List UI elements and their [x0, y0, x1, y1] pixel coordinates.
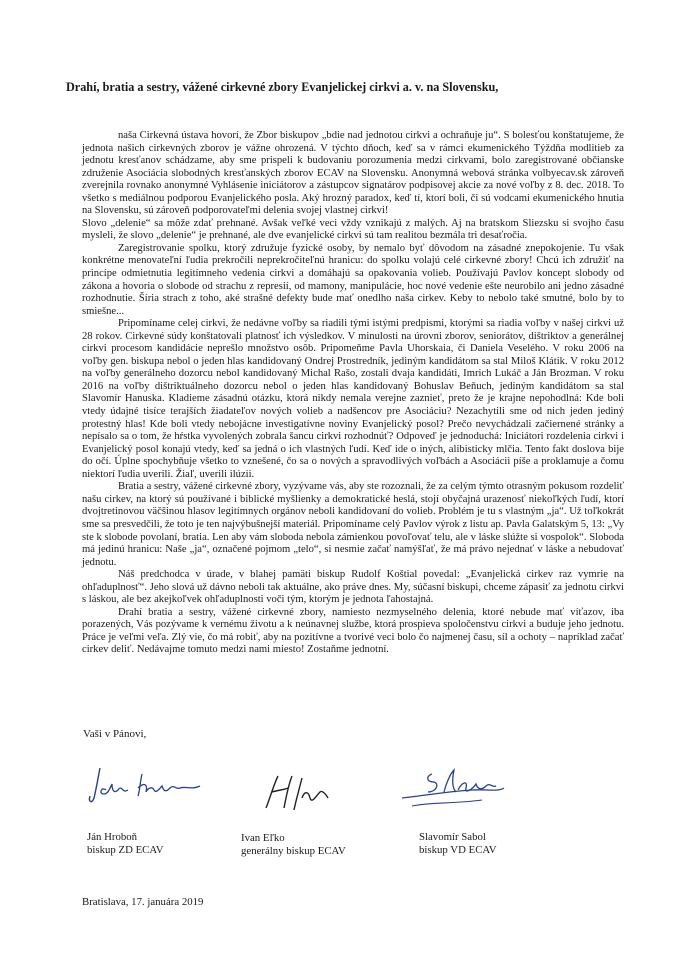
signatory-1-title: biskup ZD ECAV — [87, 844, 164, 856]
signature-sabol — [392, 762, 512, 816]
signatory-2-title: generálny biskup ECAV — [241, 845, 346, 857]
paragraph-6: Náš predchodca v úrade, v blahej pamäti biskup Rudolf Koštial povedal: „Evanjelická cirkev raz vymrie na ohľaduplnosť“. Jeho slová už dávno neboli tak aktuálne, ako práve dnes. My, súčasní biskupi, chceme zápasiť za jednotu cirkvi s láskou, ale bez akejkoľvek ohľaduplnosti voči tým, ktorým je jednota ľahostajná. — [82, 569, 624, 606]
paragraph-5: Bratia a sestry, vážené cirkevné zbory, vyzývame vás, aby ste rozoznali, že za celým týmto otrasným pokusom rozdeliť našu cirkev, na ktorý sú používané i biblické myšlienky a demokratické heslá, stojí obyčajná urazenosť niekoľkých ľudí, ktorí dvojtretinovou väčšinou hlasov legitímnych orgánov neboli kandidovaní do volieb. Problém je tu s vlastným „ja“. Už toľkokrát sme sa presvedčili, že toto je ten najvýbušnejší materiál. Pripomíname celý Pavlov výrok z listu ap. Pavla Galatským 5, 13: „Vy ste k slobode povolaní, bratia. Len aby vám sloboda nebola zámienkou povoľovať telu, ale v láske slúžte si vospolok“. Sloboda má jedinú hranicu: Naše „ja“, označené pojmom „telo“, si nesmie začať namýšľať, že má právo nejednať v láske a nebudovať jednotu. — [82, 481, 624, 568]
signatory-2 — [241, 832, 346, 858]
signatory-2-name: Ivan Eľko — [241, 832, 285, 844]
signatory-1-name: Ján Hroboň — [87, 831, 138, 843]
signature-hrobon-drawing — [82, 760, 212, 810]
closing-salutation: Vaši v Pánovi, — [83, 728, 147, 740]
paragraph-7: Drahí bratia a sestry, vážené cirkevné zbory, namiesto nezmyselného delenia, ktoré nebude mať víťazov, iba porazených, Vás pozývame k vernému životu a k neúnavnej službe, ktorá prospieva spoločenstvu cirkvi a buduje jeho jednotu. Práce je veľmi veľa. Zlý vie, čo má robiť, aby na pozitívne a tvorivé veci bolo čo najmenej času, síl a ochoty – napríklad začať cirkev deliť. Nedávajme tomuto medzi nami miesto! Zostaňme jednotní. — [82, 606, 624, 656]
paragraph-1: naša Cirkevná ústava hovorí, že Zbor biskupov „bdie nad jednotou cirkvi a ochraňuje ju“. S bolesťou konštatujeme, že jednota našich cirkevných zborov je vážne ohrozená. V týchto dňoch, keď sa v rámci ekumenického Týždňa modlitieb za jednotu kresťanov schádzame, aby sme prispeli k budovaniu porozumenia medzi cirkvami, bolo zaregistrované občianske združenie Asociácia slobodných kresťanských zborov ECAV na Slovensku. Anonymná webová stránka volbyecav.sk zároveň zverejnila rovnako anonymné Vyhlásenie iniciátorov a zástupcov signatárov podpisovej akcie za nové voľby z 8. dec. 2018. To všetko s mediálnou podporou Evanjelického posla. Aký hrozný paradox, keď tí, ktorí boli, či sú vodcami ekumenického hnutia na Slovensku, sú zároveň podporovateľmi delenia svojej vlastnej cirkvi! — [82, 130, 624, 217]
signature-sabol-drawing — [392, 762, 512, 816]
paragraph-4: Pripomíname celej cirkvi, že nedávne voľby sa riadili tými istými predpismi, ktorými sa riadia voľby v našej cirkvi už 28 rokov. Cirkevné súdy konštatovali platnosť ich výsledkov. V minulosti na úrovni zborov, seniorátov, dištriktov a generálnej cirkvi procesom kandidácie neprešlo množstvo osôb. Pripomeňme Pavla Uhorskaia, či Daniela Veselého. V roku 2006 na voľby gen. biskupa nebol o jeden hlas kandidovaný Ondrej Prostredník, jediným kandidátom sa stal Miloš Klátik. V roku 2012 na voľby generálneho dozorcu nebol kandidovaný Michal Rašo, zostali dvaja kandidáti, Imrich Lukáč a Ján Brozman. V roku 2016 na voľby dištriktuálneho dozorcu nebol o jeden hlas kandidovaný Bohuslav Beňuch, jediným kandidátom sa stal Slavomír Hanuska. Kladieme zásadnú otázku, ktorá nikdy nemala verejne zaznieť, preto že je krajne nepohodlná: Kde boli vtedy údajné tisíce terajších žiadateľov nových volieb a nadšencov pre Asociáciu? Nezachytili sme od nich jeden jediný protestný hlas! Kde boli vtedy nebojácne investigatívne noviny Evanjelický posol? Prečo nevychádzali začiernené stránky a nepísalo sa o tom, že hŕstka vyvolených zobrala šancu cirkvi rozhodnúť? Odpoveď je jednoduchá: Iniciátori rozdelenia cirkvi i Evanjelický posol konajú vtedy, keď sa jedná o ich vlastných ľudí. Keď ide o iných, alibisticky mlčia. Tento fakt doslova bije do očí. Úplne spochybňuje všetko to vznešené, čo sa o nových a spravodlivých voľbách a Asociácii píše a proklamuje a čomu niektorí ľudia uverili. Žiaľ, uverili ilúzii. — [82, 318, 624, 480]
signatory-3-name: Slavomír Sabol — [419, 831, 486, 843]
signatory-3-title: biskup VD ECAV — [419, 844, 497, 856]
letter-body — [82, 130, 624, 657]
paragraph-2: Slovo „delenie“ sa môže zdať prehnané. Avšak veľké veci vždy vznikajú z malých. Aj na bratskom Sliezsku si svojho času mysleli, že slovo „delenie“ je prehnané, ale dve evanjelické cirkvi sú tam realitou bezmála tri desaťročia. — [82, 217, 624, 242]
signatory-3 — [419, 831, 497, 857]
signature-elko-drawing — [256, 768, 336, 818]
signature-hrobon — [82, 760, 212, 810]
signature-elko — [256, 768, 336, 818]
signatory-1 — [87, 831, 164, 857]
paragraph-3: Zaregistrovanie spolku, ktorý združuje fyzické osoby, by nemalo byť dôvodom na zásadné znepokojenie. Tu však konkrétne menovateľní ľudia prekročili neprekročiteľnú hranicu: do spolku volajú celé cirkevné zbory! Chcú ich združiť na princípe odmietnutia legitímneho vedenia cirkvi a domáhajú sa opakovania volieb. Používajú Pavlov koncept slobody od zákona a hovoria o slobode od strachu z represií, od mamony, manipulácie, hoc nové vedenie ešte neurobilo ani jedno zásadné rozhodnutie. Šíria strach z toho, aké strašné defekty bude mať onedlho naša cirkev. Keby to nebolo také smutné, bolo by to smiešne... — [82, 242, 624, 317]
place-and-date: Bratislava, 17. januára 2019 — [82, 896, 204, 908]
letter-heading: Drahí, bratia a sestry, vážené cirkevné zbory Evanjelickej cirkvi a. v. na Slovensku, — [66, 80, 499, 94]
